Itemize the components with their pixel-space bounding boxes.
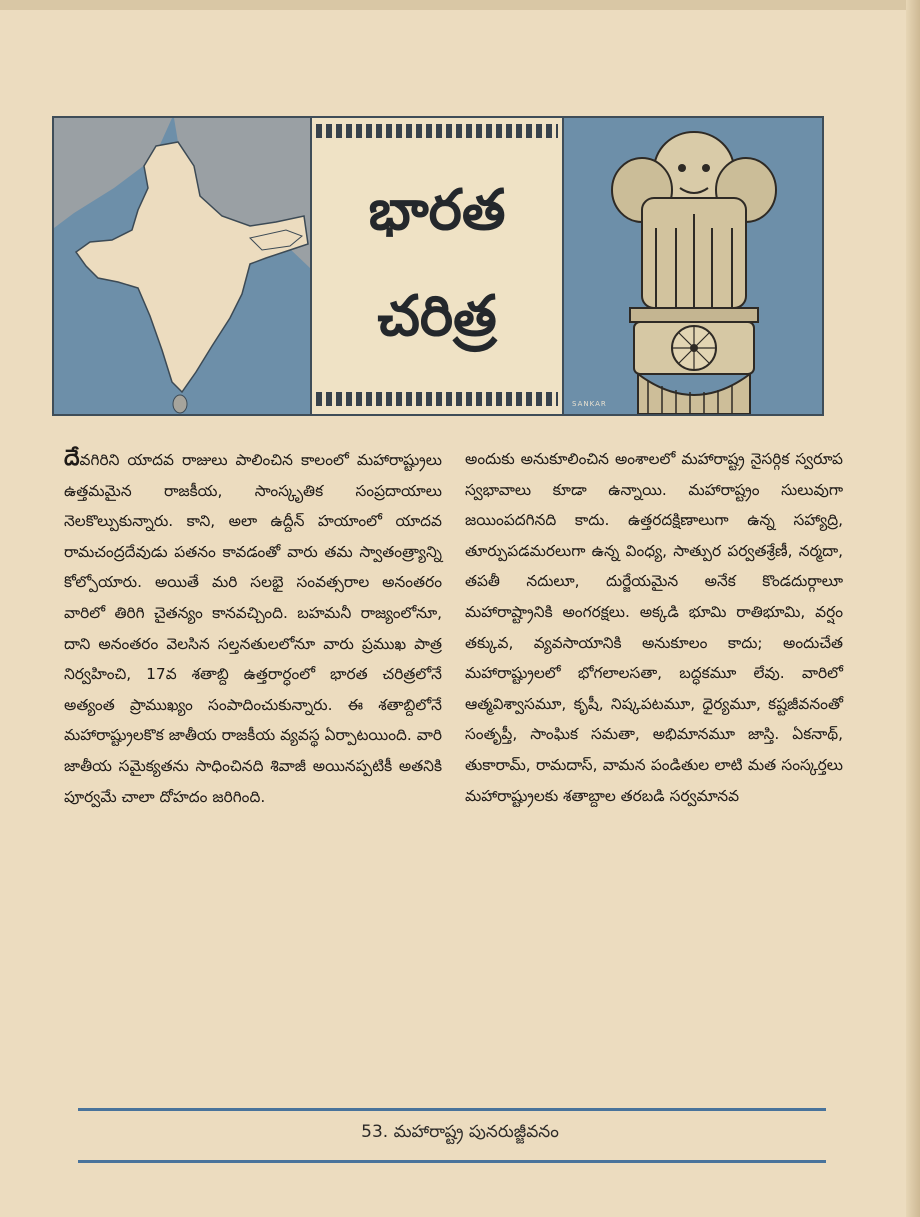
title-panel bbox=[310, 118, 564, 414]
decorative-border-bottom bbox=[316, 392, 558, 406]
decorative-border-top bbox=[316, 124, 558, 138]
artist-signature: SANKAR bbox=[572, 400, 607, 408]
banner-title-line2: చరిత్ర bbox=[377, 283, 497, 349]
india-map-illustration bbox=[54, 118, 310, 414]
article-column-left bbox=[64, 444, 442, 812]
banner-title-line1: భారత bbox=[368, 177, 506, 243]
footer-rule-bottom bbox=[78, 1160, 826, 1163]
page-top-edge bbox=[0, 0, 920, 10]
article-column-right bbox=[465, 444, 843, 811]
page-footer: 53. మహారాష్ట్ర పునరుజ్జీవనం bbox=[361, 1122, 559, 1142]
footer-rule-top bbox=[78, 1108, 826, 1111]
article-paragraph-left bbox=[64, 444, 442, 812]
left-column-text: వగిరిని యాదవ రాజులు పాలించిన కాలంలో మహారాష్ట్రులు ఉత్తమమైన రాజకీయ, సాంస్కృతిక సంప్రదాయాలు నెలకొల్పుకున్నారు. కాని, అలా ఉద్దీన్ హయాంలో యాదవ రామచంద్రదేవుడు పతనం కావడంతో వారు తమ స్వాతంత్ర్యాన్ని కోల్పోయారు. అయితే మరి సలభై సంవత్సరాల అనంతరం వారిలో తిరిగి చైతన్యం కానవచ్చింది. బహమనీ రాజ్యంలోనూ, దాని అనంతరం వెలసిన సల్తనతులలోనూ వారు ప్రముఖ పాత్ర నిర్వహించి, 17వ శతాబ్ది ఉత్తరార్ధంలో భారత చరిత్రలోనే అత్యంత ప్రాముఖ్యం సంపాదించుకున్నారు. ఈ శతాబ్దిలోనే మహారాష్ట్రులకొక జాతీయ రాజకీయ వ్యవస్థ ఏర్పాటయింది. వారి జాతీయ సమైక్యతను సాధించినది శివాజీ అయినప్పటికీ అతనికి పూర్వమే చాలా దోహదం జరిగింది. bbox=[64, 451, 442, 806]
dropcap: దే bbox=[64, 446, 80, 471]
title-banner bbox=[52, 116, 824, 416]
page-right-edge bbox=[906, 0, 920, 1217]
right-column-text: అందుకు అనుకూలించిన అంశాలలో మహారాష్ట్ర నైసర్గిక స్వరూప స్వభావాలు కూడా ఉన్నాయి. మహారాష్ట్రం సులువుగా జయింపదగినది కాదు. ఉత్తరదక్షిణాలుగా ఉన్న సహ్యాద్రి, తూర్పుపడమరలుగా ఉన్న వింధ్య, సాత్పుర పర్వతశ్రేణీ, నర్మదా, తపతీ నదులూ, దుర్జేయమైన అనేక కొండదుర్గాలూ మహారాష్ట్రానికి అంగరక్షలు. అక్కడి భూమి రాతిభూమి, వర్షం తక్కువ, వ్యవసాయానికి అనుకూలం కాదు; అందుచేత మహారాష్ట్రులలో భోగలాలసతా, బద్ధకమూ లేవు. వారిలో ఆత్మవిశ్వాసమూ, కృషీ, నిష్కపటమూ, ధైర్యమూ, కష్టజీవనంతో సంతృప్తీ, సాంఘిక సమతా, అభిమానమూ జాస్తి. ఏకనాథ్, తుకారామ్, రామదాస్, వామన పండితుల లాటి మత సంస్కర్తలు మహారాష్ట్రులకు శతాబ్దాల తరబడి సర్వమానవ bbox=[465, 450, 843, 805]
lion-capital-emblem-illustration bbox=[564, 118, 822, 414]
article-paragraph-right bbox=[465, 444, 843, 811]
